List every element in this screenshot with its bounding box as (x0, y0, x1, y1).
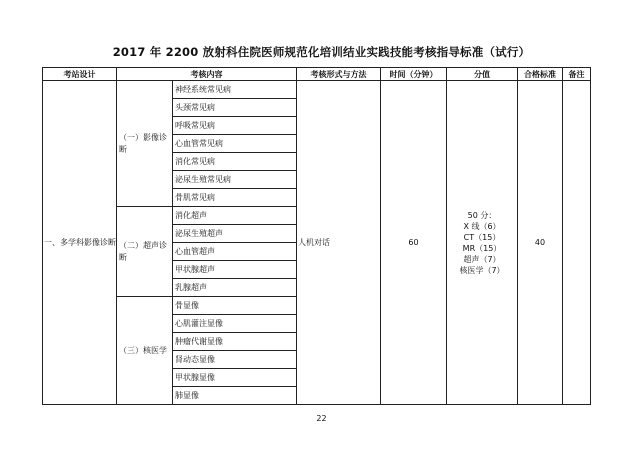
table-header-row (43, 68, 591, 81)
header-note: 备注 (563, 68, 591, 81)
content-item: 乳腺超声 (173, 279, 297, 297)
content-item: 消化常见病 (173, 153, 297, 171)
header-method: 考核形式与方法 (297, 68, 381, 81)
content-item: 肿瘤代谢显像 (173, 333, 297, 351)
header-pass: 合格标准 (518, 68, 563, 81)
method-cell: 人机对话 (297, 81, 381, 405)
note-cell (563, 81, 591, 405)
page-title: 2017 年 2200 放射科住院医师规范化培训结业实践技能考核指导标准（试行） (112, 45, 531, 59)
score-line: 核医学（7） (459, 265, 505, 275)
group-label-imaging: （一）影像诊断 (117, 81, 173, 207)
content-item: 神经系统常见病 (173, 81, 297, 99)
content-item: 消化超声 (173, 207, 297, 225)
page-number: 22 (316, 414, 327, 423)
score-line: 50 分： (467, 210, 497, 220)
content-item: 心血管常见病 (173, 135, 297, 153)
assessment-table (42, 67, 591, 405)
score-line: X 线（6） (463, 221, 501, 231)
content-item: 甲状腺超声 (173, 261, 297, 279)
content-item: 心肌灌注显像 (173, 315, 297, 333)
header-score: 分值 (447, 68, 518, 81)
content-item: 泌尿生殖常见病 (173, 171, 297, 189)
content-item: 骨显像 (173, 297, 297, 315)
score-line: MR（15） (462, 243, 502, 253)
score-cell (447, 81, 518, 405)
content-item: 泌尿生殖超声 (173, 225, 297, 243)
content-item: 骨肌常见病 (173, 189, 297, 207)
content-item: 甲状腺显像 (173, 369, 297, 387)
group-label-nuclear: （三）核医学 (117, 297, 173, 405)
header-station: 考站设计 (43, 68, 117, 81)
pass-cell: 40 (518, 81, 563, 405)
content-item: 呼吸常见病 (173, 117, 297, 135)
table-row (43, 81, 591, 99)
header-time: 时间（分钟） (381, 68, 447, 81)
score-line: CT（15） (463, 232, 501, 242)
content-item: 肺显像 (173, 387, 297, 405)
station-cell: 一、多学科影像诊断 (43, 81, 117, 405)
score-line: 超声（7） (463, 254, 501, 264)
header-content: 考核内容 (117, 68, 297, 81)
group-label-ultrasound: （二）超声诊断 (117, 207, 173, 297)
content-item: 头颈常见病 (173, 99, 297, 117)
content-item: 心血管超声 (173, 243, 297, 261)
time-cell: 60 (381, 81, 447, 405)
content-item: 肾动态显像 (173, 351, 297, 369)
